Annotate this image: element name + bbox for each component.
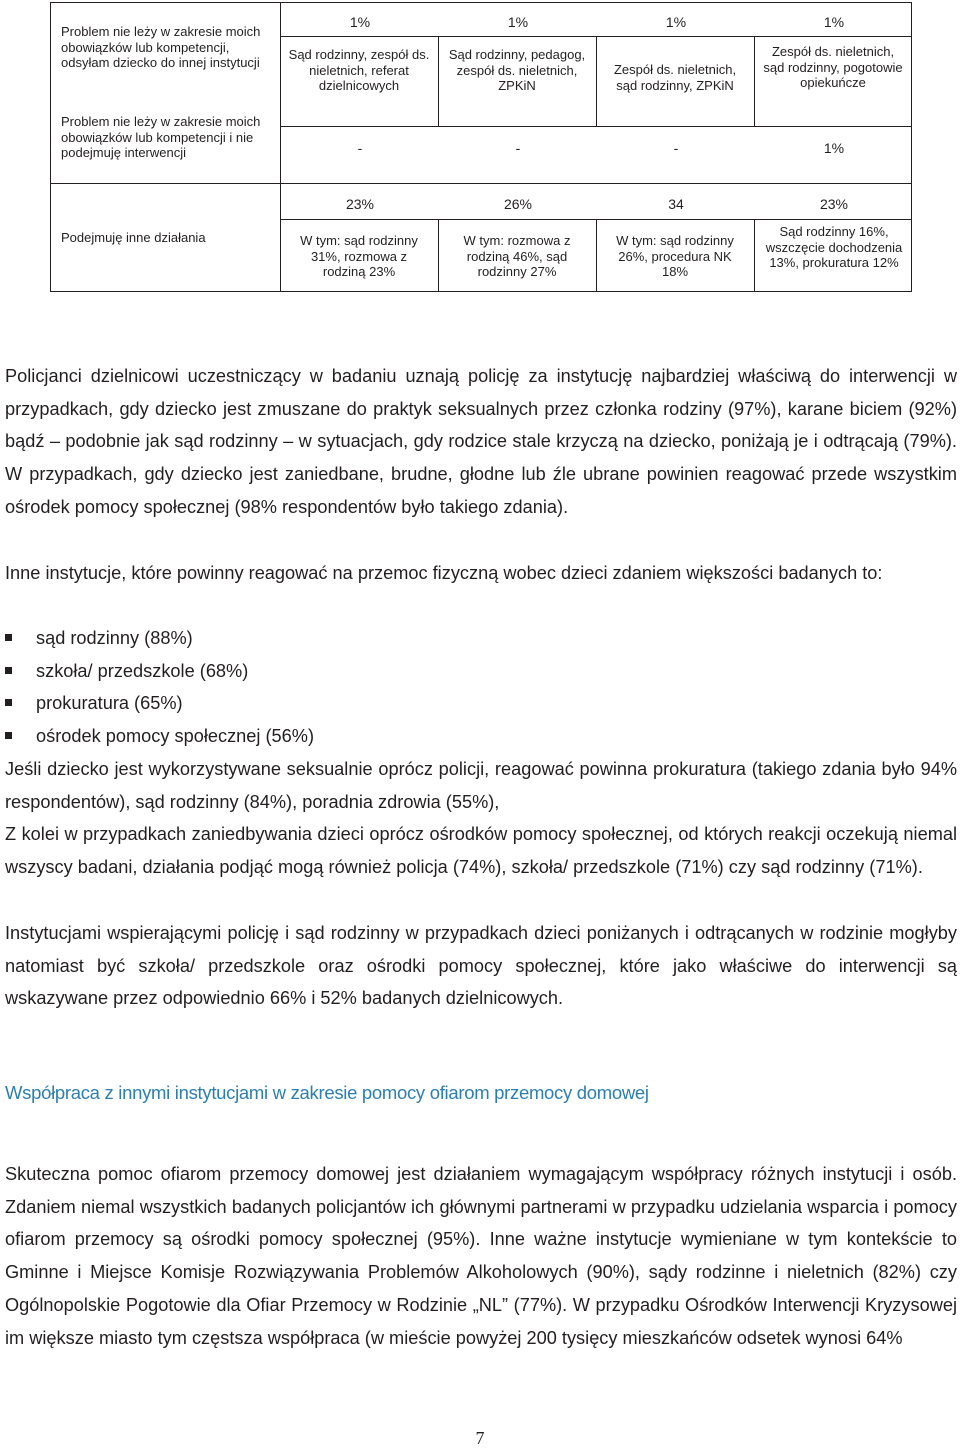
pct-cell: 23% <box>345 196 375 212</box>
detail-cell: W tym: rozmowa z rodziną 46%, sąd rodzinny 27% <box>463 233 571 279</box>
institutions-cell: Sąd rodzinny, zespół ds. nieletnich, referat dzielnicowych <box>288 47 430 93</box>
bullet-icon <box>5 667 12 674</box>
pct-cell: 1% <box>665 14 687 30</box>
table-rule <box>754 36 755 126</box>
page-number: 7 <box>475 1428 485 1448</box>
table-rule <box>596 219 597 291</box>
list-item <box>5 622 314 655</box>
table-rule <box>280 3 281 291</box>
value-cell: 1% <box>823 140 845 156</box>
paragraph: Z kolei w przypadkach zaniedbywania dzieci oprócz ośrodków pomocy społecznej, od których reakcji oczekują niemal wszyscy badani, działania podjąć mogą również policja (74%), szkoła/ przedszkole (71%) czy sąd rodzinny (71%). <box>5 824 957 877</box>
row-label-refer: Problem nie leży w zakresie moich obowiązków lub kompetencji, odsyłam dziecko do innej instytucji <box>61 24 261 70</box>
institutions-cell: Sąd rodzinny, pedagog, zespół ds. nieletnich, ZPKiN <box>448 47 586 93</box>
list-item-text: prokuratura (65%) <box>36 693 183 714</box>
list-item-text: ośrodek pomocy społecznej (56%) <box>36 726 314 747</box>
table-rule <box>51 183 912 184</box>
list-item <box>5 655 314 688</box>
value-cell: - <box>357 140 363 156</box>
pct-cell: 34 <box>668 196 684 212</box>
bullet-icon <box>5 699 12 706</box>
institutions-list <box>5 622 314 753</box>
paragraph: Skuteczna pomoc ofiarom przemocy domowej jest działaniem wymagającym współpracy różnych instytucji i osób. Zdaniem niemal wszystkich badanych policjantów ich głównymi partnerami w przypadku udzielania wsparcia i pomocy ofiarom przemocy są ośrodki pomocy społecznej (95%). Inne ważne instytucje wymieniane w tym kontekście to Gminne i Miejsce Komisje Rozwiązywania Problemów Alkoholowych (90%), sądy rodzinne i nieletnich (82%) czy Ogólnopolskie Pogotowie dla Ofiar Przemocy w Rodzinie „NL” (77%). W przypadku Ośrodków Interwencji Kryzysowej im większe miasto tym częstsza współpraca (w mieście powyżej 200 tysięcy mieszkańców odsetek wynosi 64% <box>5 1164 957 1348</box>
institutions-cell: Zespół ds. nieletnich, sąd rodzinny, ZPKiN <box>613 62 737 93</box>
bullet-icon <box>5 634 12 641</box>
list-item-text: szkoła/ przedszkole (68%) <box>36 660 249 681</box>
paragraph: Policjanci dzielnicowi uczestniczący w badaniu uznają policję za instytucję najbardziej właściwą do interwencji w przypadkach, gdy dziecko jest zmuszane do praktyk seksualnych przez członka rodziny (97%), karane biciem (92%) bądź – podobnie jak sąd rodzinny – w sytuacjach, gdy rodzice stale krzyczą na dziecko, poniżają je i odtrącają (79%). W przypadkach, gdy dziecko jest zaniedbane, brudne, głodne lub źle ubrane powinien reagować przede wszystkim ośrodek pomocy społecznej (98% respondentów było takiego zdania). <box>5 366 957 517</box>
list-item <box>5 720 314 753</box>
detail-cell: W tym: sąd rodzinny 26%, procedura NK 18% <box>616 233 734 279</box>
table-rule <box>438 36 439 126</box>
row-label-no-intervention: Problem nie leży w zakresie moich obowiązków lub kompetencji i nie podejmuję interwencji <box>61 114 261 160</box>
table-rule <box>280 126 912 127</box>
paragraph: Instytucjami wspierającymi policję i sąd rodzinny w przypadkach dzieci poniżanych i odtrącanych w rodzinie mogłyby natomiast być szkoła/ przedszkole oraz ośrodki pomocy społecznej, które jako właściwe do interwencji są wskazywane przez odpowiednio 66% i 52% badanych dzielnicowych. <box>5 923 957 1009</box>
institutions-table <box>50 2 912 292</box>
row-label-other-actions: Podejmuję inne działania <box>61 230 206 245</box>
list-item <box>5 687 314 720</box>
institutions-cell: Zespół ds. nieletnich, sąd rodzinny, pogotowie opiekuńcze <box>763 44 903 90</box>
pct-cell: 1% <box>823 14 845 30</box>
paragraph: Jeśli dziecko jest wykorzystywane seksualnie oprócz policji, reagować powinna prokuratura (takiego zdania było 94% respondentów), sąd rodzinny (84%), poradnia zdrowia (55%), <box>5 759 957 812</box>
paragraph: Inne instytucje, które powinny reagować na przemoc fizyczną wobec dzieci zdaniem większości badanych to: <box>5 563 883 583</box>
bullet-icon <box>5 732 12 739</box>
table-rule <box>596 36 597 126</box>
list-item-text: sąd rodzinny (88%) <box>36 628 193 648</box>
pct-cell: 23% <box>819 196 849 212</box>
pct-cell: 1% <box>349 14 371 30</box>
pct-cell: 26% <box>503 196 533 212</box>
table-rule <box>438 219 439 291</box>
value-cell: - <box>673 140 679 156</box>
value-cell: - <box>515 140 521 156</box>
pct-cell: 1% <box>507 14 529 30</box>
section-heading: Współpraca z innymi instytucjami w zakresie pomocy ofiarom przemocy domowej <box>5 1082 649 1103</box>
detail-cell: Sąd rodzinny 16%, wszczęcie dochodzenia 13%, prokuratura 12% <box>765 224 903 270</box>
table-rule <box>754 219 755 291</box>
detail-cell: W tym: sąd rodzinny 31%, rozmowa z rodziną 23% <box>300 233 418 279</box>
